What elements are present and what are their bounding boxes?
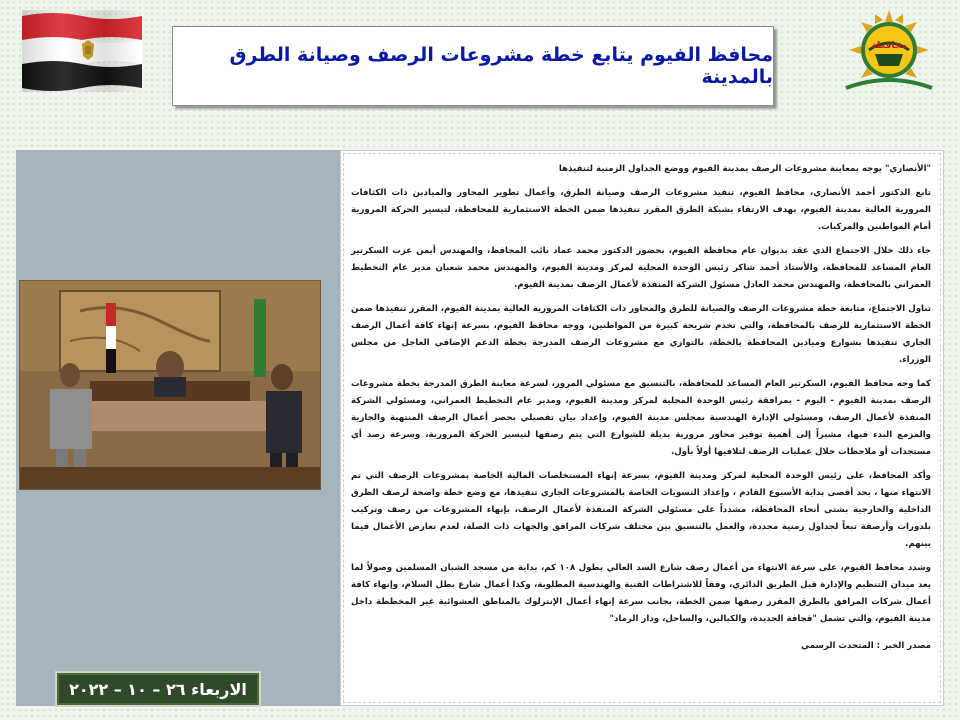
date-label: الاربعاء ٢٦ – ١٠ – ٢٠٢٢ [69,679,247,699]
meeting-photo [19,280,321,490]
article-paragraph: كما وجه محافظ الفيوم، السكرتير العام المساعد للمحافظة، بالتنسيق مع مسئولي المرور، لسرعة معاينة الطرق المدرجة بخطة مشروعات الرصف بمدينة الفيوم - اليوم - بمرافقة رئيس الوحدة المحلية لمركز ومدينة الفيوم، ومدير عام التخطيط العمراني، ومسئولي الشركة المنفذة لأعمال الرصف، ومسئولي الإدارة الهندسية بمجلس مدينة الفيوم، وإعداد بيان تفصيلي بحصر أعمال الرصف المنتهية والجارية والمزمع البدء فيها، مشيراً إلى أهمية توفير محاور مرورية بديلة للشوارع التي يتم رصفها لتيسير الحركة المرورية، وسرعة رصد أي مستجدات أو ملاحظات خلال عمليات الرصف لتلافيها أولاً بأول. [351,379,931,457]
article-lead: "الأنصاري" يوجه بمعاينة مشروعات الرصف بمدينة الفيوم ووضع الجداول الزمنية لتنفيذها [558,164,931,174]
governorate-logo [836,10,942,94]
article-paragraph: تابع الدكتور أحمد الأنصاري، محافظ الفيوم، تنفيذ مشروعات الرصف وصيانة الطرق، وأعمال تطوير المحاور والميادين ذات الكثافات المرورية العالية بمدينة الفيوم، بهدف الارتقاء بشبكة الطرق المقرر تنفيذها ضمن الخطة الاستثمارية للمحافظة، لتيسير الحركة المرورية أمام المواطنين والمركبات. [351,188,931,232]
svg-text:محافظة: محافظة [871,41,907,51]
headline-box [172,26,774,106]
article-paragraph: وأكد المحافظ، على رئيس الوحدة المحلية لمركز ومدينة الفيوم، بسرعة إنهاء المستخلصات المالية الخاصة بمشروعات الرصف التي تم الانتهاء منها ، بحد أقصى بداية الأسبوع القادم ، وإعداد التسويات الخاصة بالمشروعات الجاري تنفيذها، مع وضع خطة واضحة لرصف الطرق الداخلية والخارجية بشتى أنحاء المحافظة، مشدداً على مسئولي الشركة المنفذة لأعمال الرصف، بإنهاء المشروعات من رصف وتركيب بلدورات وأرصفة تبعاً لجداول زمنية محددة، والعمل بالتنسيق بين مختلف شركات المرافق والجهات ذات الصلة، لعدم تعارض الأعمال فيما بينهم. [351,471,931,549]
article-source: مصدر الخبر : المتحدث الرسمي [801,641,931,651]
article-panel [340,150,944,706]
egypt-flag-image [18,10,146,92]
article-paragraph: وشدد محافظ الفيوم، على سرعة الانتهاء من أعمال رصف شارع السد العالي بطول ١٠٨ كم، بداية من مسجد الشبان المسلمين وصولاً لما بعد ميدان التنظيم والإدارة قبل الطريق الدائري، وفقاً للاشتراطات الفنية والهندسية المطلوبة، وكذا أعمال شارع بطل السلام، وإنهاء كافة أعمال شركات المرافق بالطرق المقرر رصفها ضمن الخطة، بجانب سرعة إنهاء أعمال الإنترلوك بالمناطق العشوائية غير المخططة داخل مدينة الفيوم، والتي تشمل "قحافة الجديدة، والكيالين، والساحل، ودار الرماد" [351,563,931,624]
article-paragraph: تناول الاجتماع، متابعة خطة مشروعات الرصف والصيانة للطرق والمحاور ذات الكثافات المرورية العالية بمدينة الفيوم، المقرر تنفيذها ضمن الخطة الاستثمارية للرصف بالمحافظة، والتي تخدم شريحة كبيرة من المواطنين، ووجه محافظ الفيوم، بسرعة إنهاء كافة أعمال الرصف الجاري تنفيذها بشوارع وميادين المحافظة بالخطة، بالتوازي مع مشروعات الرصف المدرجة بخطة الدعم الإضافي العاجل من مجلس الوزراء. [351,304,931,365]
article-body [351,161,931,697]
page-title: محافظ الفيوم يتابع خطة مشروعات الرصف وصيانة الطرق بالمدينة [229,44,773,88]
date-plate [55,671,261,707]
article-paragraph: جاء ذلك خلال الاجتماع الذي عقد بديوان عام محافظة الفيوم، بحضور الدكتور محمد عماد نائب المحافظ، والمهندس أيمن عزت السكرتير العام المساعد للمحافظة، والأستاذ أحمد شاكر رئيس الوحدة المحلية لمركز ومدينة الفيوم، والمهندس محمد شعبان مدير عام التخطيط العمراني بالمحافظة، والمهندس محمد العادل مسئول الشركة المنفذة لأعمال الرصف بمدينة الفيوم. [351,246,931,290]
